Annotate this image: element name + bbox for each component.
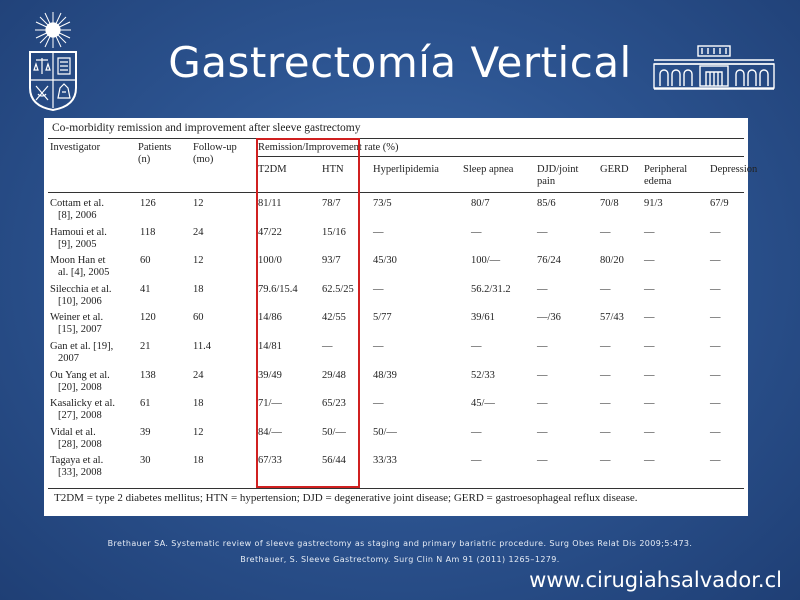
cell-peripheral: 91/3 [644, 198, 663, 209]
cell-gerd: — [600, 426, 611, 438]
cell-investigator: Moon Han et al. [4], 2005 [50, 255, 110, 279]
cell-followup: 12 [193, 198, 204, 209]
cell-hyper: 45/30 [373, 255, 397, 267]
cell-htn: 62.5/25 [322, 283, 354, 295]
cell-followup: 12 [193, 426, 204, 438]
comorbidity-table [44, 118, 758, 516]
cell-t2dm: 47/22 [258, 226, 282, 238]
cell-gerd: — [600, 369, 611, 381]
cell-htn: 50/— [322, 426, 346, 438]
reference-line-1: Brethauer SA. Systematic review of sleeve gastrectomy as staging and primary bariatric procedure. Surg Obes Relat Dis 2009;5:473. [107, 539, 693, 548]
table-top-rule [48, 138, 744, 139]
cell-t2dm: 79.6/15.4 [258, 283, 298, 295]
cell-patients: 60 [140, 255, 151, 267]
cell-hyper: — [373, 398, 384, 410]
cell-followup: 24 [193, 369, 204, 381]
cell-djd: — [537, 426, 548, 438]
header-patients: Patients (n) [138, 142, 172, 165]
cell-peripheral: — [644, 283, 655, 295]
cell-patients: 120 [140, 312, 156, 324]
cell-djd: — [537, 398, 548, 410]
table-caption: Co-morbidity remission and improvement after sleeve gastrectomy [52, 122, 361, 134]
cell-depression: — [710, 226, 721, 238]
cell-htn: 56/44 [322, 455, 346, 467]
cell-patients: 30 [140, 455, 151, 467]
cell-depression: — [710, 455, 721, 467]
header-htn: HTN [322, 164, 344, 175]
cell-followup: 18 [193, 398, 204, 410]
t2dm-htn-highlight-box [256, 138, 360, 488]
cell-gerd: — [600, 226, 611, 238]
cell-investigator: Kasalicky et al. [27], 2008 [50, 398, 116, 422]
cell-t2dm: 67/33 [258, 455, 282, 467]
slide-title: Gastrectomía Vertical [168, 38, 632, 87]
cell-hyper: 33/33 [373, 455, 397, 467]
cell-sleep: 52/33 [471, 369, 495, 381]
cell-hyper: 73/5 [373, 198, 392, 209]
cell-depression: — [710, 398, 721, 410]
cell-djd: 85/6 [537, 198, 556, 209]
cell-hyper: — [373, 283, 384, 295]
cell-djd: — [537, 226, 548, 238]
cell-peripheral: — [644, 426, 655, 438]
header-hyperlipidemia: Hyperlipidemia [373, 164, 439, 175]
cell-htn: 42/55 [322, 312, 346, 324]
cell-djd: —/36 [537, 312, 561, 324]
cell-followup: 60 [193, 312, 204, 324]
cell-depression: — [710, 283, 721, 295]
cell-sleep: — [471, 426, 482, 438]
cell-depression: — [710, 341, 721, 352]
cell-investigator: Gan et al. [19], 2007 [50, 341, 114, 364]
cell-sleep: — [471, 455, 482, 467]
cell-patients: 41 [140, 283, 151, 295]
cell-hyper: — [373, 226, 384, 238]
cell-gerd: 70/8 [600, 198, 619, 209]
cell-gerd: — [600, 341, 611, 352]
cell-patients: 61 [140, 398, 151, 410]
cell-investigator: Weiner et al. [15], 2007 [50, 312, 104, 336]
cell-gerd: — [600, 398, 611, 410]
cell-peripheral: — [644, 369, 655, 381]
cell-investigator: Cottam et al. [8], 2006 [50, 198, 104, 221]
cell-peripheral: — [644, 226, 655, 238]
reference-line-2: Brethauer, S. Sleeve Gastrectomy. Surg Clin N Am 91 (2011) 1265–1279. [240, 555, 560, 564]
cell-hyper: 50/— [373, 426, 397, 438]
cell-sleep: — [471, 226, 482, 238]
cell-investigator: Silecchia et al. [10], 2006 [50, 283, 112, 307]
cell-t2dm: 71/— [258, 398, 282, 410]
cell-htn: 15/16 [322, 226, 346, 238]
cell-gerd: — [600, 283, 611, 295]
cell-depression: — [710, 426, 721, 438]
cell-gerd: 57/43 [600, 312, 624, 324]
header-group-remission: Remission/Improvement rate (%) [258, 142, 399, 153]
cell-t2dm: 84/— [258, 426, 282, 438]
cell-hyper: 5/77 [373, 312, 392, 324]
cell-gerd: — [600, 455, 611, 467]
cell-hyper: 48/39 [373, 369, 397, 381]
header-sleep-apnea: Sleep apnea [463, 164, 514, 175]
cell-peripheral: — [644, 398, 655, 410]
cell-followup: 24 [193, 226, 204, 238]
cell-peripheral: — [644, 255, 655, 267]
cell-investigator: Vidal et al. [28], 2008 [50, 426, 102, 450]
cell-patients: 126 [140, 198, 156, 209]
cell-djd: — [537, 369, 548, 381]
header-t2dm: T2DM [258, 164, 287, 175]
cell-sleep: 80/7 [471, 198, 490, 209]
cell-investigator: Ou Yang et al. [20], 2008 [50, 369, 110, 393]
header-gerd: GERD [600, 164, 629, 175]
cell-htn: — [322, 341, 333, 352]
cell-peripheral: — [644, 455, 655, 467]
header-depression: Depression [710, 164, 758, 175]
cell-sleep: — [471, 341, 482, 352]
cell-djd: 76/24 [537, 255, 561, 267]
cell-followup: 18 [193, 283, 204, 295]
cell-hyper: — [373, 341, 384, 352]
header-investigator: Investigator [50, 142, 101, 153]
cell-depression: — [710, 255, 721, 267]
cell-depression: 67/9 [710, 198, 729, 209]
header-bottom-rule [48, 192, 744, 193]
cell-peripheral: — [644, 341, 655, 352]
header-djd: DJD/joint pain [537, 164, 579, 187]
cell-followup: 18 [193, 455, 204, 467]
table-footnote: T2DM = type 2 diabetes mellitus; HTN = hypertension; DJD = degenerative joint disease; GERD = gastroesophageal reflux disease. [54, 492, 638, 504]
cell-t2dm: 14/81 [258, 341, 282, 352]
cell-peripheral: — [644, 312, 655, 324]
cell-patients: 118 [140, 226, 156, 238]
cell-djd: — [537, 283, 548, 295]
cell-sleep: 56.2/31.2 [471, 283, 511, 295]
table-bottom-rule [48, 488, 744, 489]
cell-followup: 12 [193, 255, 204, 267]
header-peripheral-edema: Peripheral edema [644, 164, 688, 187]
cell-htn: 65/23 [322, 398, 346, 410]
cell-htn: 78/7 [322, 198, 341, 209]
cell-htn: 29/48 [322, 369, 346, 381]
cell-investigator: Hamoui et al. [9], 2005 [50, 226, 107, 250]
cell-t2dm: 81/11 [258, 198, 282, 209]
cell-followup: 11.4 [193, 341, 211, 352]
cell-patients: 21 [140, 341, 151, 352]
cell-sleep: 39/61 [471, 312, 495, 324]
cell-patients: 39 [140, 426, 151, 438]
cell-investigator: Tagaya et al. [33], 2008 [50, 455, 104, 479]
cell-depression: — [710, 312, 721, 324]
cell-t2dm: 39/49 [258, 369, 282, 381]
cell-djd: — [537, 341, 548, 352]
cell-sleep: 100/— [471, 255, 501, 267]
cell-t2dm: 14/86 [258, 312, 282, 324]
website-url: www.cirugiahsalvador.cl [529, 568, 782, 592]
cell-djd: — [537, 455, 548, 467]
cell-t2dm: 100/0 [258, 255, 282, 267]
hospital-building-logo [652, 42, 776, 92]
cell-patients: 138 [140, 369, 156, 381]
cell-depression: — [710, 369, 721, 381]
cell-gerd: 80/20 [600, 255, 624, 267]
cell-sleep: 45/— [471, 398, 495, 410]
header-followup: Follow-up (mo) [193, 142, 237, 165]
cell-htn: 93/7 [322, 255, 341, 267]
